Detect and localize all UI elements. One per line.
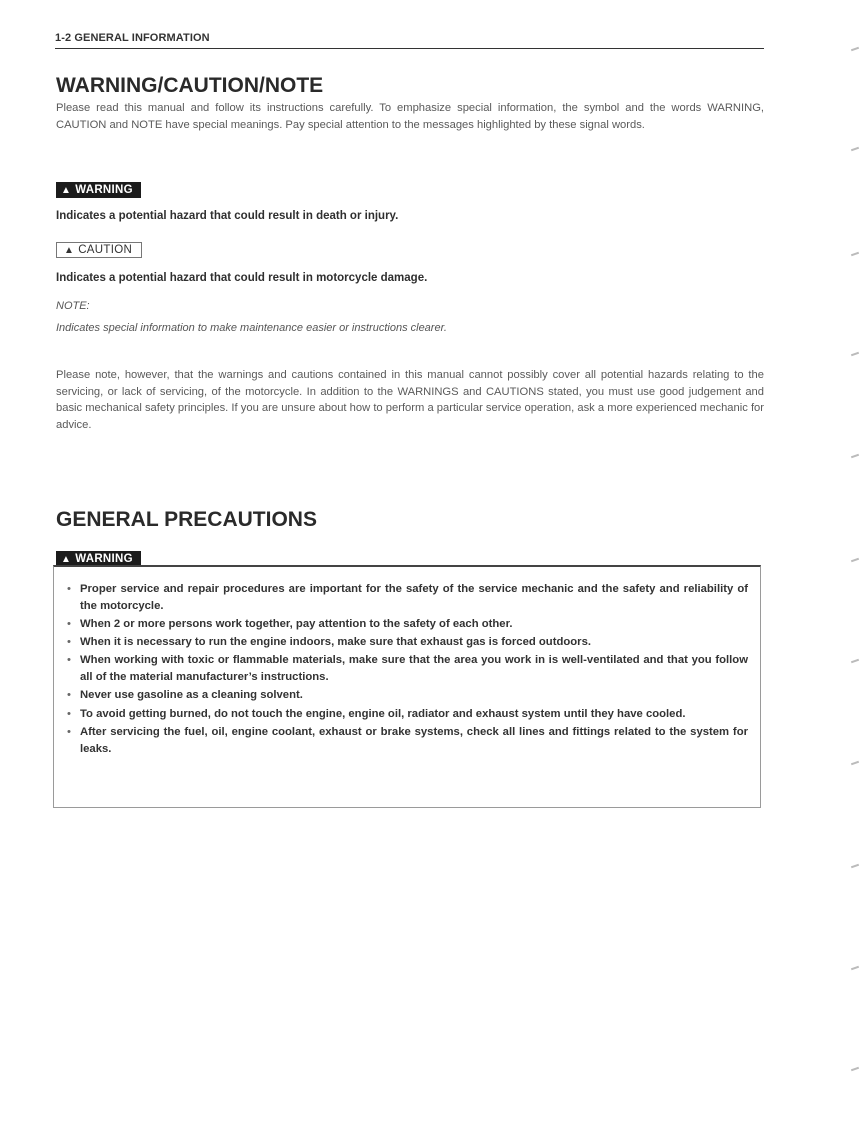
precaution-item [67, 581, 748, 615]
precaution-text: When it is necessary to run the engine indoors, make sure that exhaust gas is forced outdoors. [80, 636, 591, 649]
scan-mark [851, 47, 859, 52]
scan-mark [851, 966, 859, 971]
scan-mark [851, 864, 859, 869]
scan-mark [851, 558, 859, 563]
precaution-text: When working with toxic or flammable materials, make sure that the area you work in is well-ventilated and that you follow all of the material manufacturer’s instructions. [80, 654, 748, 684]
scan-mark [851, 659, 859, 664]
precaution-text: To avoid getting burned, do not touch the engine, engine oil, radiator and exhaust system until they have cooled. [80, 707, 686, 720]
scan-mark [851, 761, 859, 766]
bullet-icon: • [67, 707, 71, 720]
section-title-general-precautions: GENERAL PRECAUTIONS [56, 508, 317, 531]
page-header: 1-2 GENERAL INFORMATION [55, 32, 764, 49]
warning-definition: Indicates a potential hazard that could result in death or injury. [56, 210, 399, 222]
precaution-item [67, 724, 748, 758]
scan-mark [851, 454, 859, 459]
precaution-item [67, 652, 748, 686]
warning-label: WARNING [75, 553, 133, 565]
intro-paragraph: Please read this manual and follow its instructions carefully. To emphasize special information, the symbol and the words WARNING, CAUTION and NOTE have special meanings. Pay special attention to the messages highlighted by these signal words. [56, 102, 764, 131]
precaution-item [67, 687, 748, 704]
note-definition: Indicates special information to make maintenance easier or instructions clearer. [56, 322, 447, 334]
bullet-icon: • [67, 725, 71, 738]
precautions-warning-box [53, 565, 761, 808]
caution-triangle-icon: ▲ [64, 245, 75, 256]
warning-badge [56, 182, 141, 198]
precautions-list [54, 567, 760, 757]
scan-mark [851, 1067, 859, 1072]
warning-label: WARNING [75, 184, 133, 196]
caution-badge [56, 242, 142, 258]
warning-triangle-icon: ▲ [61, 185, 72, 196]
warning-triangle-icon: ▲ [61, 554, 72, 565]
section-title-warning-caution-note: WARNING/CAUTION/NOTE [56, 74, 324, 97]
precaution-item [67, 706, 748, 723]
caution-label: CAUTION [78, 244, 133, 256]
bullet-icon: • [67, 689, 71, 702]
bullet-icon: • [67, 636, 71, 649]
bullet-icon: • [67, 617, 71, 630]
bullet-icon: • [67, 654, 71, 667]
precaution-item [67, 634, 748, 651]
precaution-item [67, 616, 748, 633]
precaution-text: When 2 or more persons work together, pay attention to the safety of each other. [80, 617, 513, 630]
caution-definition: Indicates a potential hazard that could result in motorcycle damage. [56, 272, 428, 284]
scan-mark [851, 147, 859, 152]
precaution-text: Never use gasoline as a cleaning solvent. [80, 689, 303, 702]
closing-paragraph: Please note, however, that the warnings and cautions contained in this manual cannot possibly cover all potential hazards relating to the servicing, or lack of servicing, of the motorcycle. In addition to the WARNINGS and CAUTIONS stated, you must use good judgement and basic mechanical safety principles. If you are unsure about how to perform a particular service operation, ask a more experienced mechanic for advice. [56, 369, 764, 431]
precaution-text: Proper service and repair procedures are important for the safety of the service mechanic and the safety and reliability of the motorcycle. [80, 583, 748, 612]
note-label: NOTE: [56, 300, 90, 312]
scan-mark [851, 252, 859, 257]
bullet-icon: • [67, 583, 71, 595]
precaution-text: After servicing the fuel, oil, engine coolant, exhaust or brake systems, check all lines and fittings related to the system for leaks. [80, 725, 748, 755]
scan-mark [851, 352, 859, 357]
